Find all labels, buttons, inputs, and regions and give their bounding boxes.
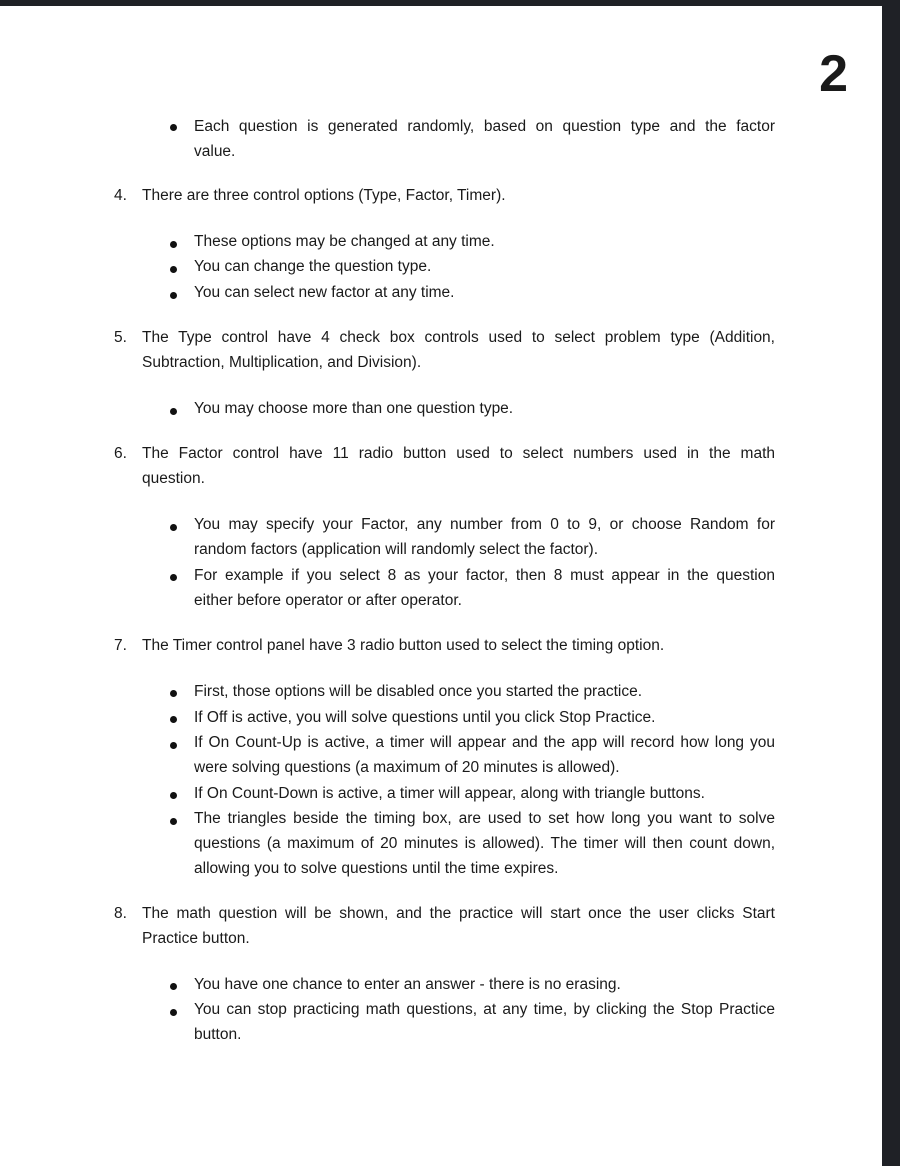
sub-bullet: First, those options will be disabled once you started the practice.: [194, 683, 643, 700]
item-text: Subtraction, Multiplication, and Division).: [142, 354, 422, 371]
bullet-dot: [170, 266, 177, 273]
document-page: [0, 6, 882, 1166]
item-text: The Timer control panel have 3 radio button used to select the timing option.: [142, 637, 665, 654]
sub-bullet: allowing you to solve questions until the time expires.: [194, 860, 559, 877]
bullet-dot: [170, 983, 177, 990]
bullet-dot: [170, 1009, 177, 1016]
sub-bullet: random factors (application will randomly select the factor).: [194, 541, 599, 558]
bullet-dot: [170, 792, 177, 799]
bullet-dot: [170, 292, 177, 299]
sub-bullet: The triangles beside the timing box, are used to set how long you want to solve: [194, 810, 775, 827]
sub-bullet: either before operator or after operator.: [194, 592, 462, 609]
sub-bullet: You can select new factor at any time.: [194, 284, 455, 301]
item-number: 5.: [114, 329, 127, 346]
bullet-dot: [170, 408, 177, 415]
sub-bullet: If On Count-Up is active, a timer will appear and the app will record how long you: [194, 734, 775, 751]
item-number: 4.: [114, 187, 127, 204]
item-text: There are three control options (Type, Factor, Timer).: [142, 187, 506, 204]
intro-bullet-line-2: value.: [194, 143, 236, 160]
sub-bullet: You have one chance to enter an answer - there is no erasing.: [194, 976, 621, 993]
item-number: 7.: [114, 637, 127, 654]
bullet-dot: [170, 574, 177, 581]
bullet-dot: [170, 818, 177, 825]
sub-bullet: button.: [194, 1026, 242, 1043]
bullet-dot: [170, 241, 177, 248]
bullet-dot: [170, 124, 177, 131]
sub-bullet: You may choose more than one question type.: [194, 400, 514, 417]
sub-bullet: were solving questions (a maximum of 20 minutes is allowed).: [194, 759, 620, 776]
item-text: The Factor control have 11 radio button used to select numbers used in the math: [142, 445, 775, 462]
sub-bullet: questions (a maximum of 20 minutes is allowed). The timer will then count down,: [194, 835, 775, 852]
item-text: question.: [142, 470, 205, 487]
item-text: The Type control have 4 check box controls used to select problem type (Addition,: [142, 329, 775, 346]
sub-bullet: You can change the question type.: [194, 258, 432, 275]
bullet-dot: [170, 742, 177, 749]
sub-bullet: For example if you select 8 as your factor, then 8 must appear in the question: [194, 567, 775, 584]
sub-bullet: If On Count-Down is active, a timer will appear, along with triangle buttons.: [194, 785, 705, 802]
sub-bullet: These options may be changed at any time.: [194, 233, 495, 250]
bullet-dot: [170, 716, 177, 723]
page-number: 2: [819, 45, 848, 103]
sub-bullet: If Off is active, you will solve questions until you click Stop Practice.: [194, 709, 656, 726]
sub-bullet: You may specify your Factor, any number from 0 to 9, or choose Random for: [194, 516, 775, 533]
item-number: 8.: [114, 905, 127, 922]
item-text: The math question will be shown, and the practice will start once the user clicks Start: [142, 905, 775, 922]
item-text: Practice button.: [142, 930, 250, 947]
item-number: 6.: [114, 445, 127, 462]
sub-bullet: You can stop practicing math questions, at any time, by clicking the Stop Practice: [194, 1001, 775, 1018]
intro-bullet-line-1: Each question is generated randomly, based on question type and the factor: [194, 118, 775, 135]
bullet-dot: [170, 690, 177, 697]
bullet-dot: [170, 524, 177, 531]
